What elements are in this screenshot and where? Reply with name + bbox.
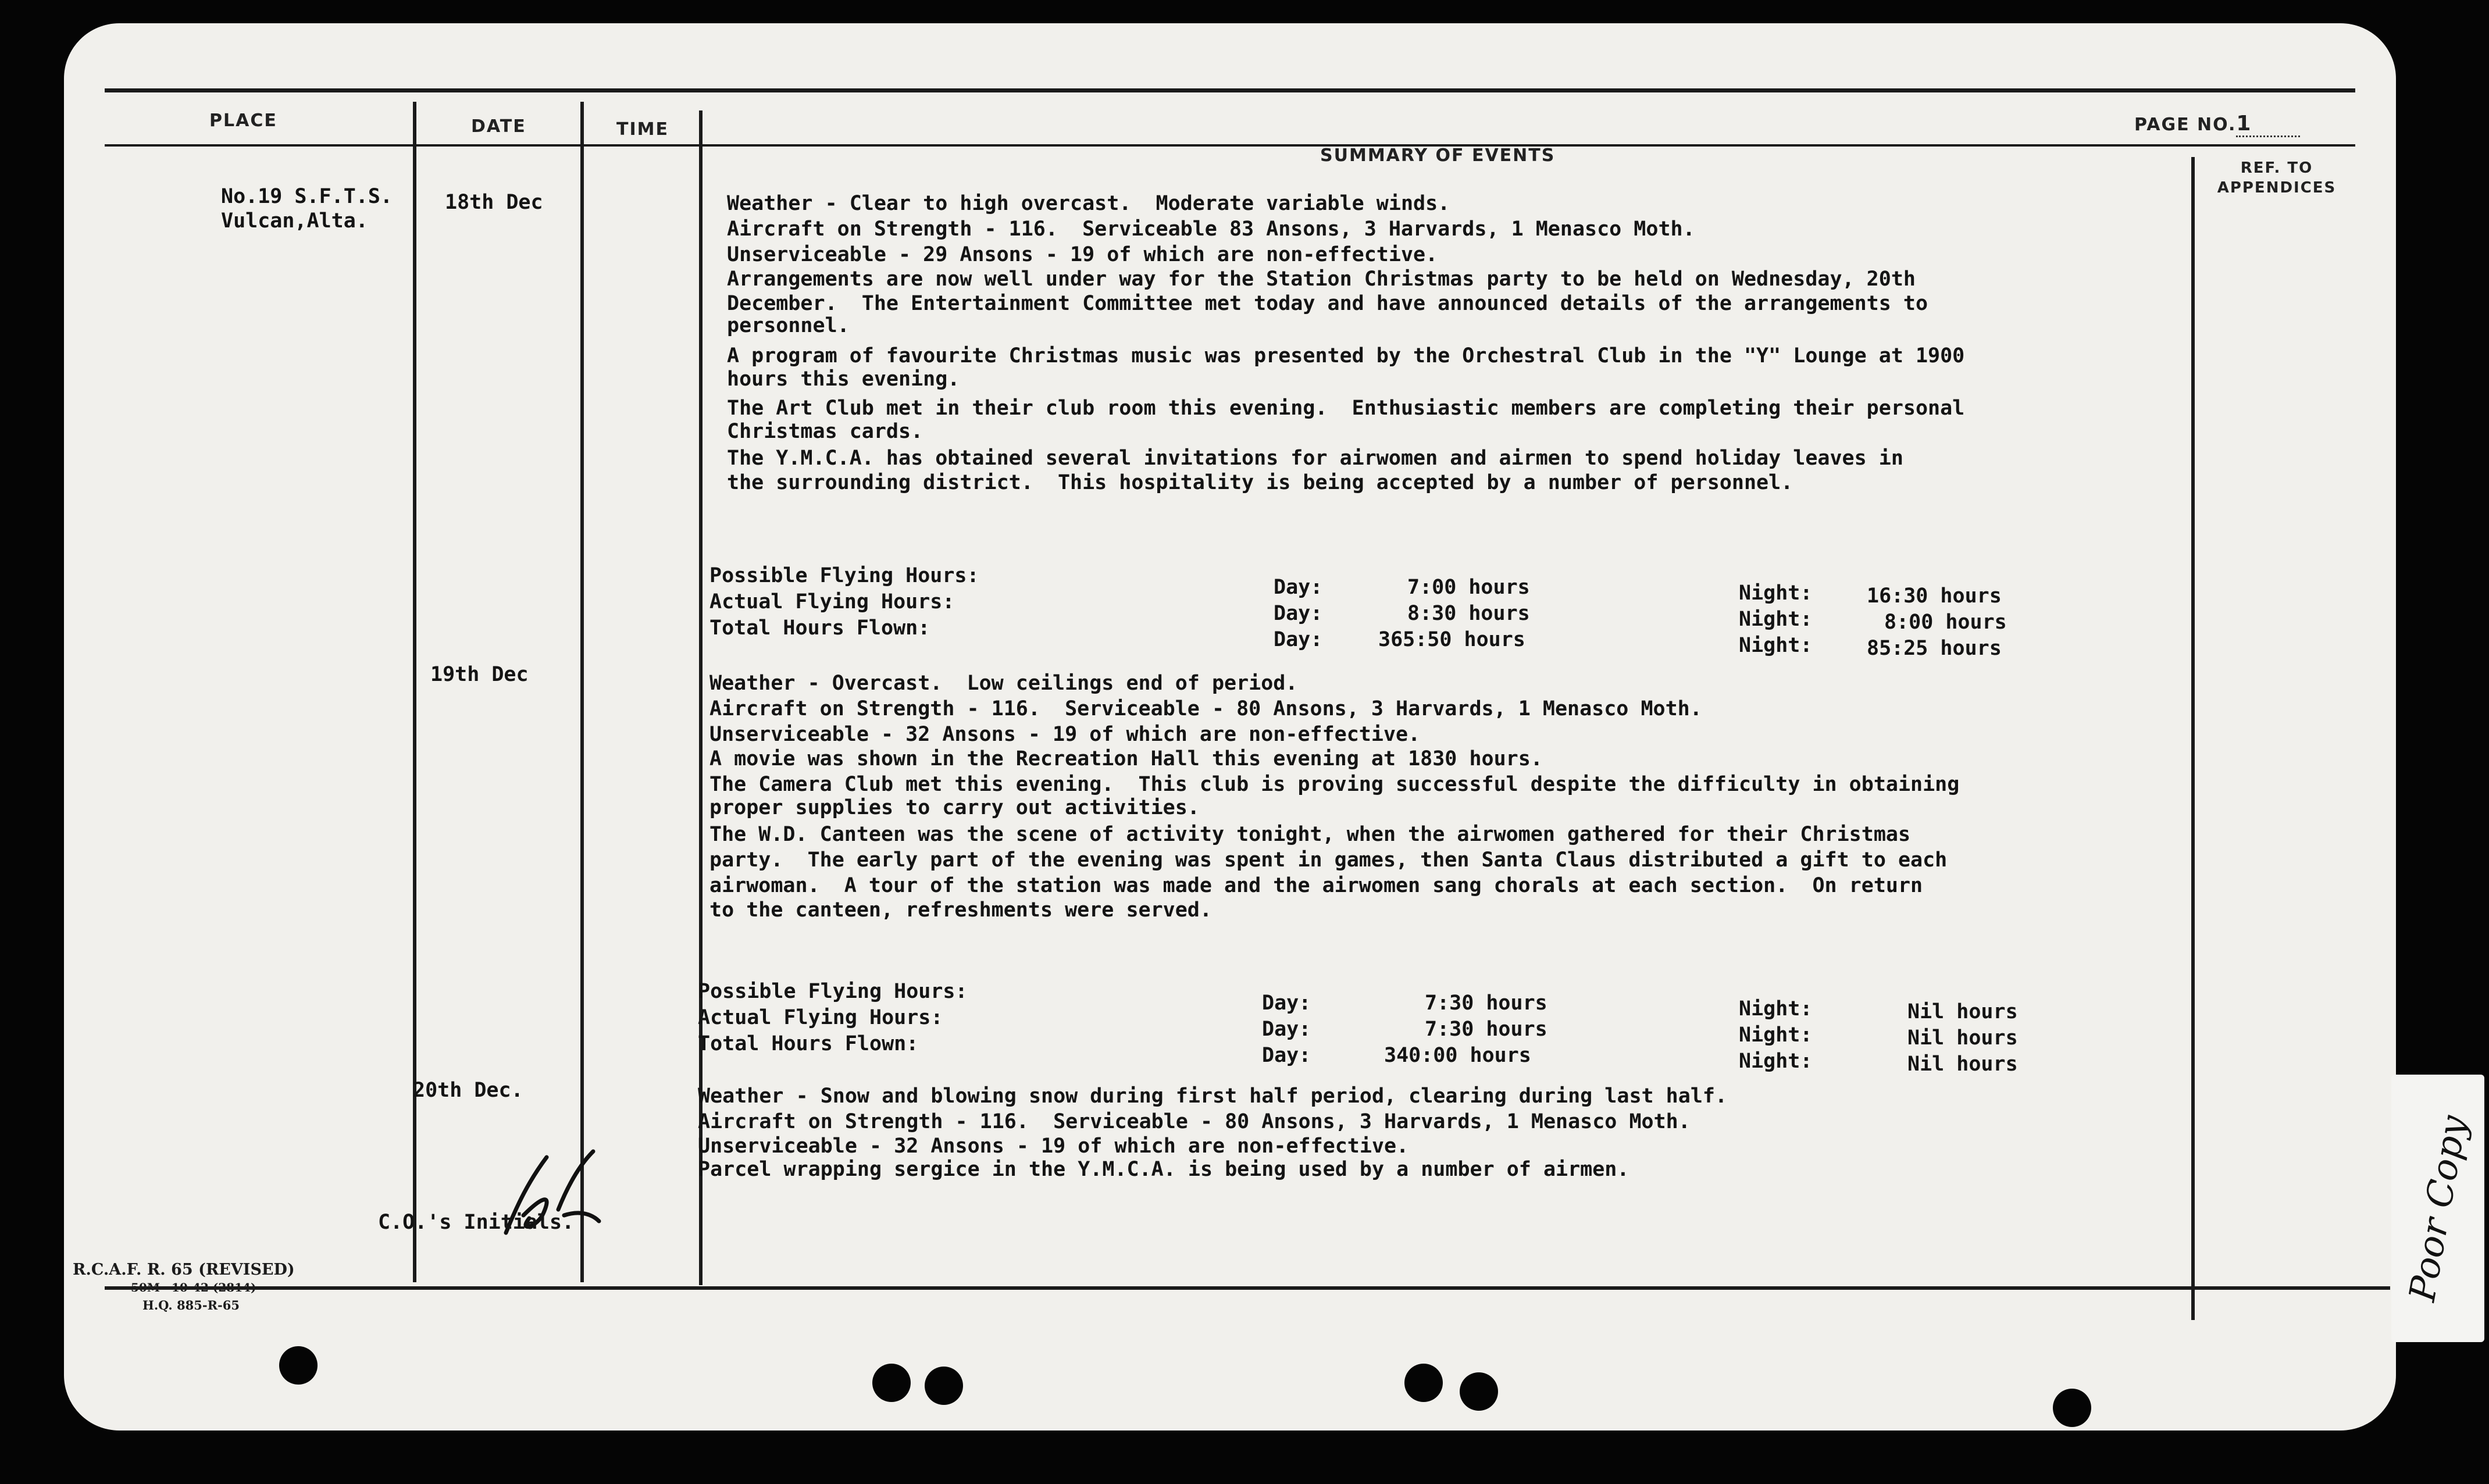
- day-value: 365:50 hours: [1378, 628, 1525, 651]
- header-rule: [105, 144, 2355, 147]
- night-label: Night:: [1739, 997, 1813, 1021]
- place-line-2: Vulcan,Alta.: [221, 209, 368, 233]
- place-header: PLACE: [209, 110, 277, 131]
- day-label: Day:: [1274, 576, 1323, 599]
- hours-label: Possible Flying Hours:: [709, 564, 979, 587]
- hours-label: Actual Flying Hours:: [698, 1006, 943, 1029]
- entry-line: airwoman. A tour of the station was made and the airwomen sang chorals at each section. On return: [709, 874, 1923, 897]
- punch-hole: [925, 1367, 963, 1405]
- date-header: DATE: [471, 116, 526, 137]
- day-value: 7:30 hours: [1425, 991, 1547, 1015]
- entry-line: Unserviceable - 32 Ansons - 19 of which are non-effective.: [709, 723, 1421, 746]
- night-value: Nil hours: [1907, 1000, 2018, 1023]
- form-number: R.C.A.F. R. 65 (REVISED): [73, 1261, 295, 1279]
- summary-header: SUMMARY OF EVENTS: [1320, 145, 1556, 166]
- night-label: Night:: [1739, 634, 1813, 657]
- day-label: Day:: [1274, 602, 1323, 625]
- co-initials-label: C.O.'s Initials.: [378, 1211, 575, 1234]
- flying-hours-18-dec: [709, 564, 2163, 660]
- page-no-value: 1: [2236, 112, 2300, 137]
- entry-line: Christmas cards.: [727, 420, 923, 443]
- night-value: Nil hours: [1907, 1026, 2018, 1050]
- entry-line: The W.D. Canteen was the scene of activity tonight, when the airwomen gathered for their Christmas: [709, 823, 1911, 846]
- night-label: Night:: [1739, 1023, 1813, 1047]
- flying-hours-19-dec: [698, 980, 2152, 1076]
- place-line-1: No.19 S.F.T.S.: [221, 185, 393, 208]
- night-label: Night:: [1739, 1050, 1813, 1073]
- date-20-dec: 20th Dec.: [413, 1079, 523, 1102]
- punch-hole: [1460, 1372, 1498, 1411]
- entry-line: the surrounding district. This hospitality is being accepted by a number of personnel.: [727, 471, 1793, 494]
- entry-line: Weather - Overcast. Low ceilings end of period.: [709, 672, 1298, 695]
- time-summary-divider: [699, 110, 703, 1285]
- form-hq-code: H.Q. 885-R-65: [142, 1298, 240, 1312]
- entry-line: Weather - Clear to high overcast. Moderate variable winds.: [727, 192, 1450, 215]
- summary-ref-divider: [2191, 157, 2195, 1320]
- entry-line: Arrangements are now well under way for the Station Christmas party to be held on Wednesday, 20th: [727, 267, 1916, 291]
- day-label: Day:: [1274, 628, 1323, 651]
- entry-line: Weather - Snow and blowing snow during first half period, clearing during last half.: [698, 1085, 1728, 1108]
- date-18-dec: 18th Dec: [445, 191, 543, 214]
- entry-line: Aircraft on Strength - 116. Serviceable - 80 Ansons, 3 Harvards, 1 Menasco Moth.: [709, 697, 1702, 720]
- entry-line: to the canteen, refreshments were served.: [709, 898, 1212, 922]
- entry-line: A program of favourite Christmas music was presented by the Orchestral Club in the "Y" Lounge at 1900: [727, 344, 1965, 368]
- day-value: 7:00 hours: [1407, 576, 1530, 599]
- entry-line: The Y.M.C.A. has obtained several invitations for airwomen and airmen to spend holiday leaves in: [727, 447, 1903, 470]
- day-value: 340:00 hours: [1384, 1044, 1531, 1067]
- poor-copy-text: Poor Copy: [2401, 1112, 2475, 1305]
- top-rule: [105, 88, 2355, 92]
- entry-line: hours this evening.: [727, 368, 960, 391]
- bottom-rule: [105, 1286, 2390, 1290]
- entry-line: proper supplies to carry out activities.: [709, 796, 1200, 819]
- time-header: TIME: [616, 119, 669, 140]
- entry-line: A movie was shown in the Recreation Hall this evening at 1830 hours.: [709, 747, 1543, 770]
- day-label: Day:: [1262, 1018, 1311, 1041]
- punch-hole: [1404, 1364, 1443, 1402]
- night-value: 8:00 hours: [1884, 611, 2007, 634]
- entry-line: Aircraft on Strength - 116. Serviceable 83 Ansons, 3 Harvards, 1 Menasco Moth.: [727, 217, 1695, 241]
- poor-copy-tag: [2391, 1075, 2484, 1342]
- punch-hole: [279, 1346, 318, 1385]
- page-no-text: PAGE NO.: [2134, 115, 2237, 135]
- day-label: Day:: [1262, 991, 1311, 1015]
- form-print-code: 50M—10-42 (2814): [131, 1280, 256, 1294]
- form-card: [64, 23, 2396, 1431]
- night-value: Nil hours: [1907, 1053, 2018, 1076]
- day-label: Day:: [1262, 1044, 1311, 1067]
- day-value: 7:30 hours: [1425, 1018, 1547, 1041]
- entry-line: Unserviceable - 29 Ansons - 19 of which are non-effective.: [727, 243, 1438, 266]
- entry-line: December. The Entertainment Committee met today and have announced details of the arrangements to: [727, 292, 1928, 315]
- entry-line: The Art Club met in their club room this evening. Enthusiastic members are completing their personal: [727, 397, 1965, 420]
- hours-label: Possible Flying Hours:: [698, 980, 968, 1003]
- entry-line: The Camera Club met this evening. This club is proving successful despite the difficulty in obtaining: [709, 773, 1960, 796]
- day-value: 8:30 hours: [1407, 602, 1530, 625]
- hours-label: Total Hours Flown:: [709, 616, 930, 640]
- hours-label: Actual Flying Hours:: [709, 590, 955, 613]
- page-number-label: [2134, 112, 2300, 137]
- date-time-divider: [580, 102, 584, 1282]
- night-value: 85:25 hours: [1867, 637, 2002, 660]
- date-19-dec: 19th Dec: [430, 663, 529, 686]
- place-date-divider: [413, 102, 416, 1282]
- entry-line: Parcel wrapping sergice in the Y.M.C.A. is being used by a number of airmen.: [698, 1158, 1629, 1181]
- entry-line: Aircraft on Strength - 116. Serviceable - 80 Ansons, 3 Harvards, 1 Menasco Moth.: [698, 1110, 1691, 1133]
- night-value: 16:30 hours: [1867, 584, 2002, 608]
- hours-label: Total Hours Flown:: [698, 1032, 919, 1055]
- ref-header: REF. TO APPENDICES: [2217, 159, 2337, 197]
- entry-line: Unserviceable - 32 Ansons - 19 of which are non-effective.: [698, 1135, 1409, 1158]
- night-label: Night:: [1739, 608, 1813, 631]
- night-label: Night:: [1739, 582, 1813, 605]
- entry-line: personnel.: [727, 314, 850, 337]
- punch-hole: [2053, 1389, 2091, 1427]
- punch-hole: [872, 1364, 911, 1402]
- entry-line: party. The early part of the evening was spent in games, then Santa Claus distributed a gift to each: [709, 848, 1948, 872]
